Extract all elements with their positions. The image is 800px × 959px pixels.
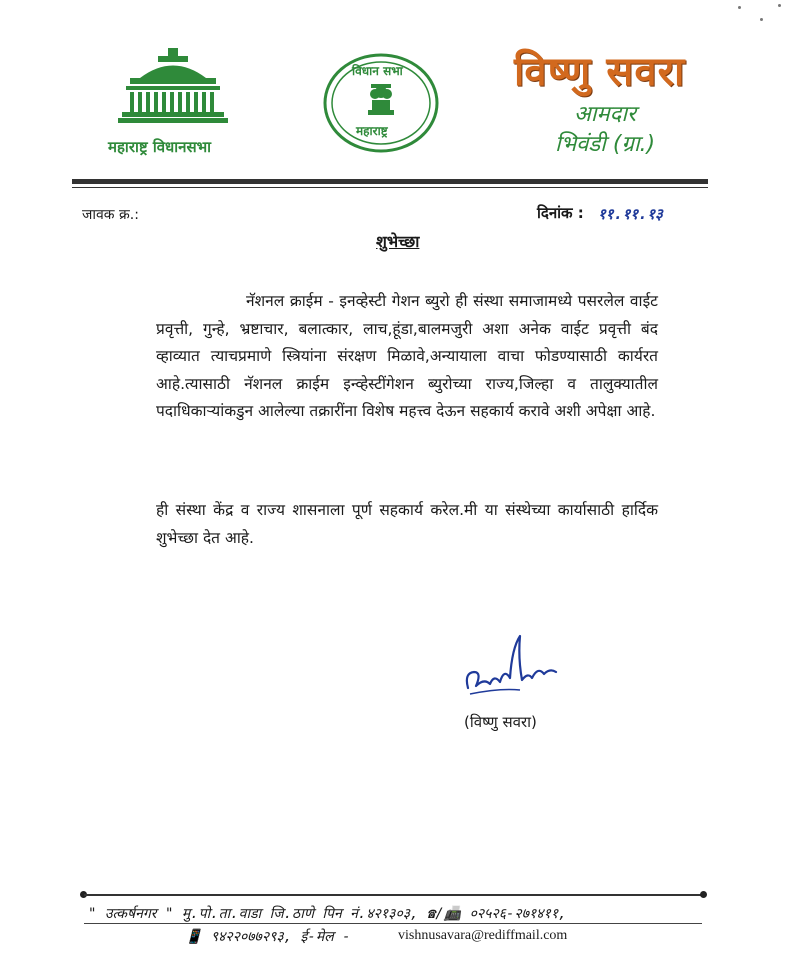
footer-divider xyxy=(84,894,702,896)
body-paragraph-1: नॅशनल क्राईम - इनव्हेस्टी गेशन ब्युरो ही संस्था समाजामध्ये पसरलेल वाईट प्रवृत्ती, गुन्हे, भ्रष्टाचार, बलात्कार, लाच,हूंडा,बालमजुरी अशा अनेक वाईट प्रवृत्ती बंद व्हाव्यात त्याचप्रमाणे स्त्रियांना संरक्षण मिळावे,अन्यायाला वाचा फोडण्यासाठी कार्यरत आहे.त्यासाठी नॅशनल क्राईम इन्व्हेस्टींगेशन ब्युरोच्या राज्य,जिल्हा व तालुक्यातील पदाधिकाऱ्यांकडुन आलेल्या तक्रारींना विशेष महत्त्व देऊन सहकार्य करावे अशी अपेक्षा आहे. xyxy=(156,292,658,421)
mla-title: आमदार xyxy=(574,102,637,127)
seal-top-text: विधान सभा xyxy=(352,64,403,78)
letter-subject: शुभेच्छा xyxy=(376,232,420,251)
reference-number-label: जावक क्र.: xyxy=(82,207,139,223)
header-divider-thin xyxy=(72,187,708,188)
mla-constituency: भिवंडी (ग्रा.) xyxy=(555,132,656,157)
body-paragraph-2: ही संस्था केंद्र व राज्य शासनाला पूर्ण सहकार्य करेल.मी या संस्थेच्या कार्यासाठी हार्दिक शुभेच्छा देत आहे. xyxy=(156,501,658,547)
footer-address: " उत्कर्षनगर " मु.पो.ता.वाडा जि.ठाणे पिन नं.४२१३०३, ☎/📠 ०२५२६-२७१४११, xyxy=(88,906,567,922)
signature-icon xyxy=(460,628,560,708)
footer-mobile: 📱 ९४२२०७७२९३, ई-मेल - xyxy=(185,929,351,945)
footer-email: vishnusavara@rediffmail.com xyxy=(398,928,568,943)
footer-underline xyxy=(84,923,702,924)
date-label: दिनांक : xyxy=(537,204,584,222)
vidhan-sabha-building-icon xyxy=(118,48,228,123)
date-value: ११.११.१३ xyxy=(598,205,663,223)
scan-speck xyxy=(738,6,741,9)
footer-dot-right xyxy=(700,891,707,898)
vidhan-sabha-caption: महाराष्ट्र विधानसभा xyxy=(108,138,212,156)
header-divider-thick xyxy=(72,179,708,184)
signer-name: (विष्णु सवरा) xyxy=(464,713,537,731)
mla-name: विष्णु सवरा xyxy=(514,49,686,95)
scan-speck xyxy=(778,4,781,7)
seal-bottom-text: महाराष्ट्र xyxy=(356,124,388,138)
scan-speck xyxy=(760,18,763,21)
